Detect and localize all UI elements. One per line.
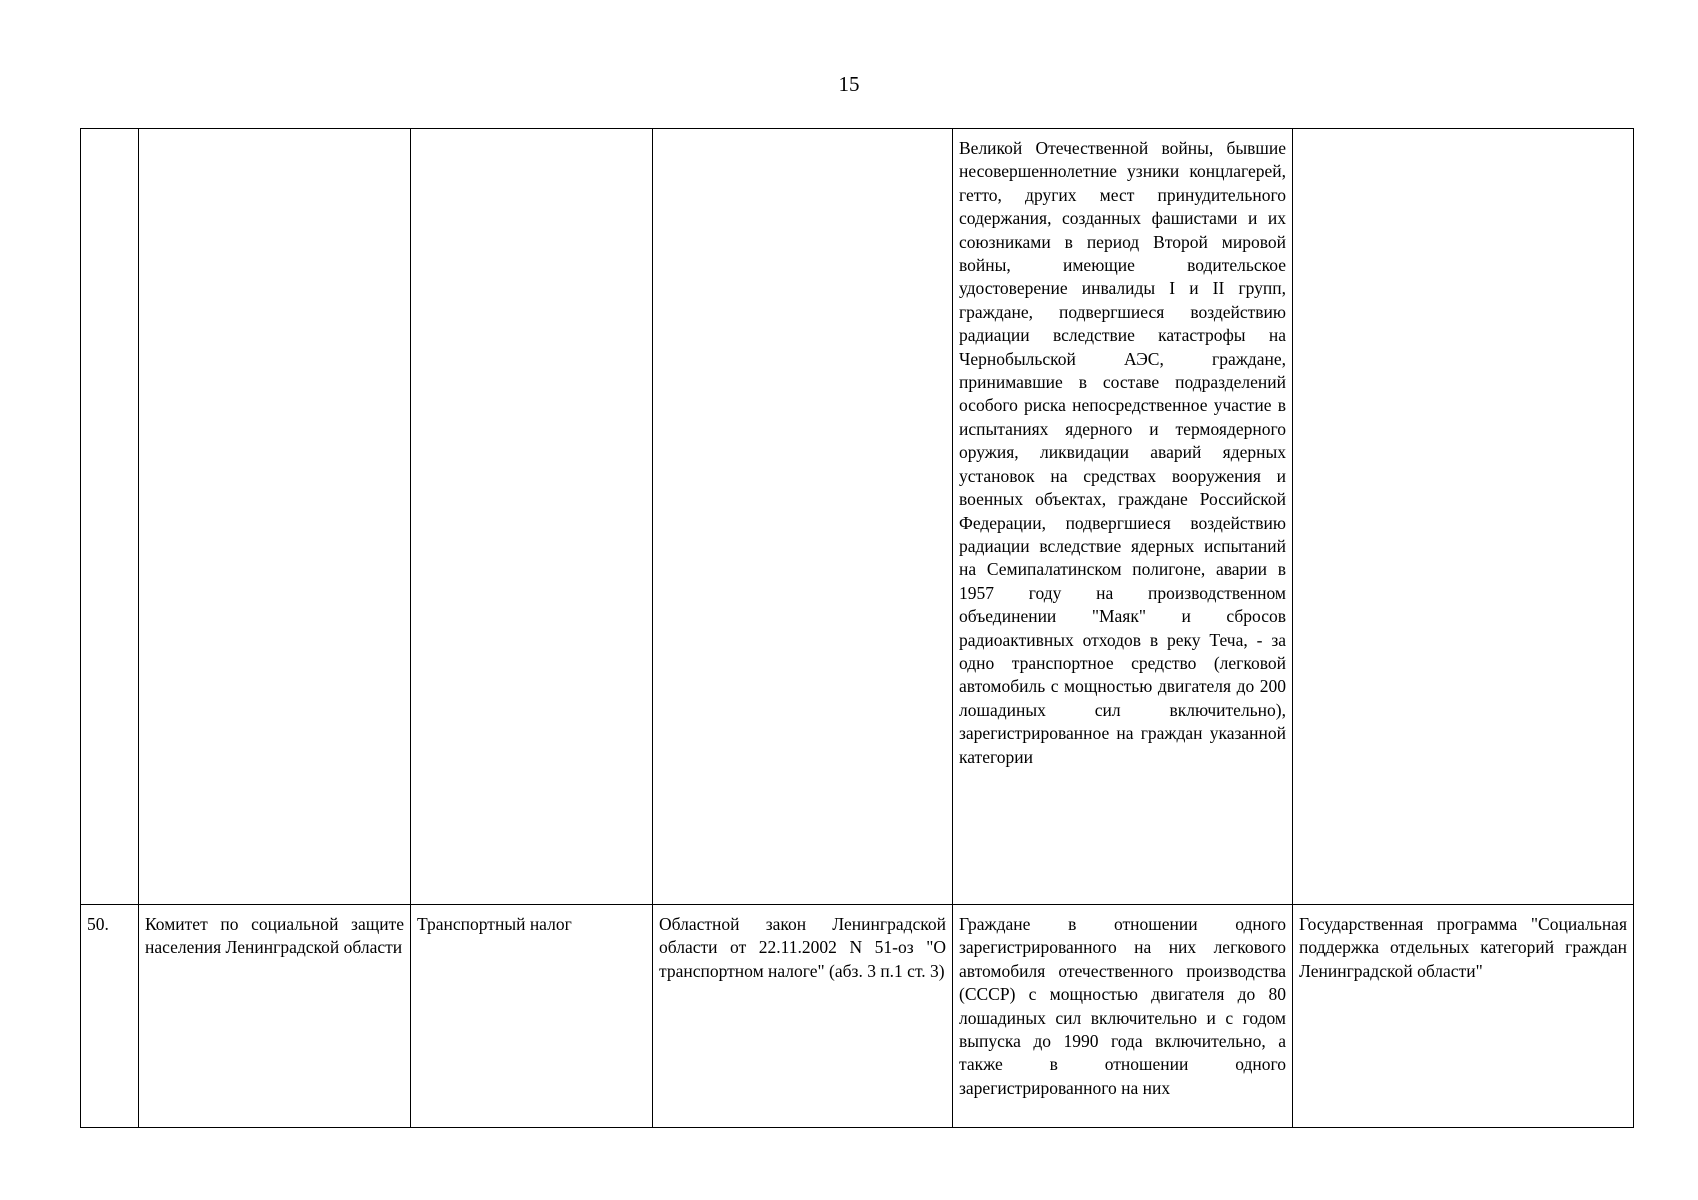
benefits-table: [80, 128, 1634, 1128]
page-number: 15: [838, 72, 860, 96]
program-cell: [1293, 129, 1634, 905]
table-row: [81, 129, 1634, 905]
beneficiaries-cell: Граждане в отношении одного зарегистрированного на них легкового автомобиля отечественного производства (СССР) с мощностью двигателя до 80 лошадиных сил включительно и с годом выпуска до 1990 года включительно, а также в отношении одного зарегистрированного на них: [953, 905, 1293, 1128]
curator-cell: [139, 129, 411, 905]
beneficiaries-cell: Великой Отечественной войны, бывшие несовершеннолетние узники концлагерей, гетто, других мест принудительного содержания, созданных фашистами и их союзниками в период Второй мировой войны, имеющие водительское удостоверение инвалиды I и II групп, граждане, подвергшиеся воздействию радиации вследствие катастрофы на Чернобыльской АЭС, граждане, принимавшие в составе подразделений особого риска непосредственное участие в испытаниях ядерного и термоядерного оружия, ликвидации аварий ядерных установок на средствах вооружения и военных объектах, граждане Российской Федерации, подвергшиеся воздействию радиации вследствие ядерных испытаний на Семипалатинском полигоне, аварии в 1957 году на производственном объединении "Маяк" и сбросов радиоактивных отходов в реку Теча, - за одно транспортное средство (легковой автомобиль с мощностью двигателя до 200 лошадиных сил включительно), зарегистрированное на граждан указанной категории: [953, 129, 1293, 905]
tax-name-cell: Транспортный налог: [411, 905, 653, 1128]
tax-name-cell: [411, 129, 653, 905]
table-row: [81, 905, 1634, 1128]
program-cell: Государственная программа "Социальная поддержка отдельных категорий граждан Ленинградской области": [1293, 905, 1634, 1128]
row-number-cell: [81, 129, 139, 905]
law-reference-cell: Областной закон Ленинградской области от 22.11.2002 N 51-оз "О транспортном налоге" (абз. 3 п.1 ст. 3): [653, 905, 953, 1128]
row-number-cell: 50.: [81, 905, 139, 1128]
law-reference-cell: [653, 129, 953, 905]
curator-cell: Комитет по социальной защите населения Ленинградской области: [139, 905, 411, 1128]
